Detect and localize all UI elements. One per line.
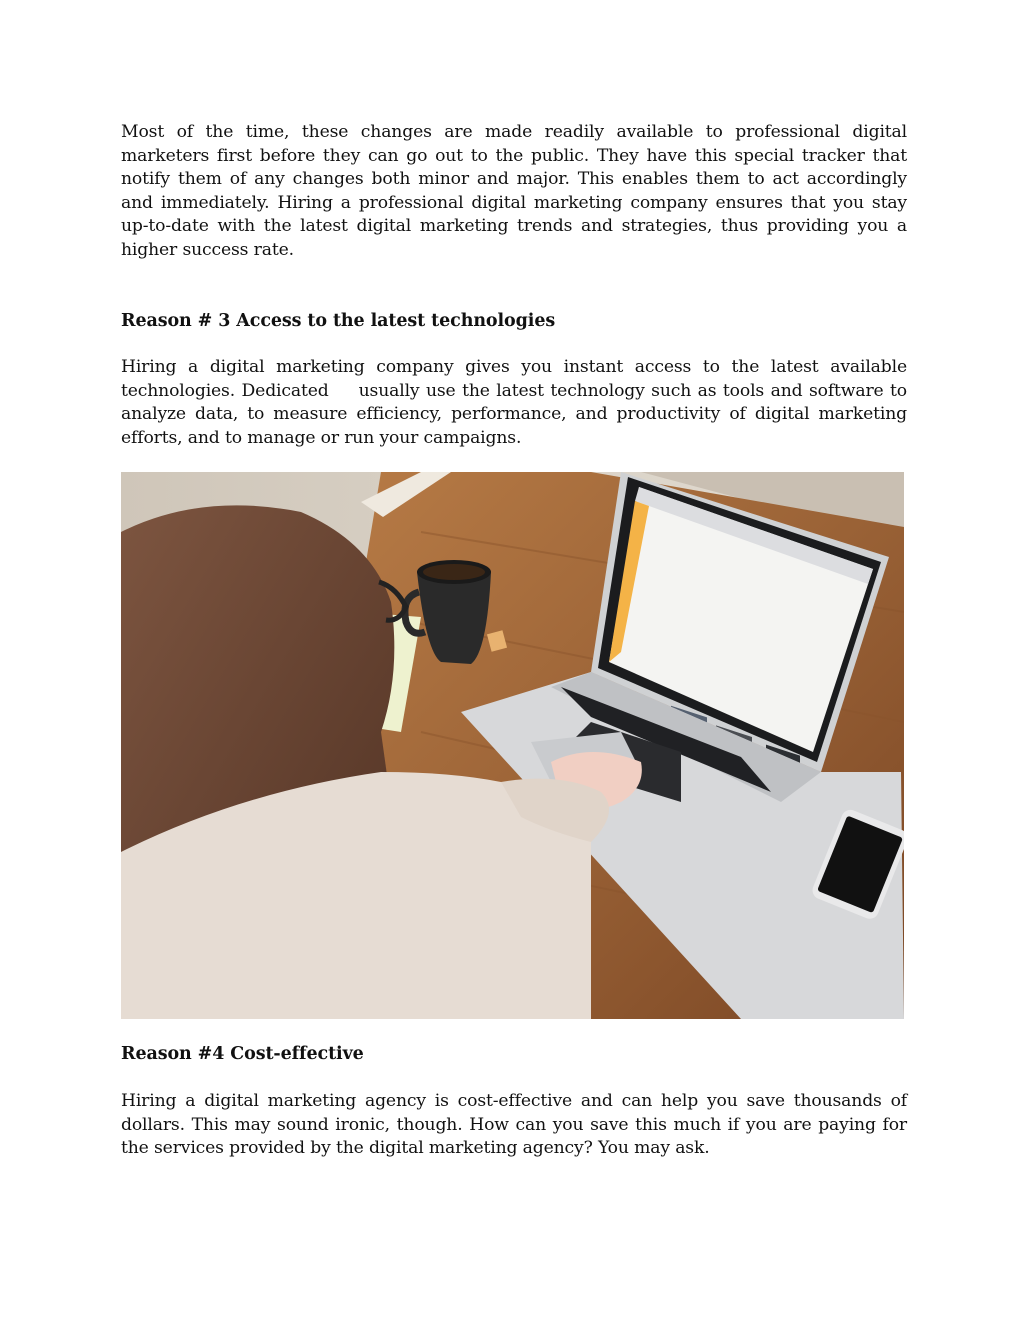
reason-3-heading: Reason # 3 Access to the latest technologies <box>121 311 556 331</box>
reason-4-heading: Reason #4 Cost-effective <box>121 1044 364 1064</box>
reason-3-paragraph <box>121 356 907 450</box>
reason-4-paragraph: Hiring a digital marketing agency is cost-effective and can help you save thousands of dollars. This may sound ironic, though. How can you save this much if you are paying for the services provided by the digital marketing agency? You may ask. <box>121 1091 907 1159</box>
reason-3-body-end: usually use the latest technology such as tools and software to analyze data, to measure efficiency, performance, and productivity of digital marketing efforts, and to manage or run your campaigns. <box>121 380 908 448</box>
photo-illustration <box>121 472 904 1019</box>
woman-using-laptop-photo <box>121 472 904 1019</box>
reason-3-body-start: Hiring a digital marketing company gives you instant access to the latest available technologies. Dedicated <box>121 357 907 401</box>
intro-paragraph: Most of the time, these changes are made readily available to professional digital marketers first before they can go out to the public. They have this special tracker that notify them of any changes both minor and major. This enables them to act accordingly and immediately. Hiring a professional digital marketing company ensures that you stay up-to-date with the latest digital marketing trends and strategies, thus providing you a higher success rate. <box>121 122 907 260</box>
